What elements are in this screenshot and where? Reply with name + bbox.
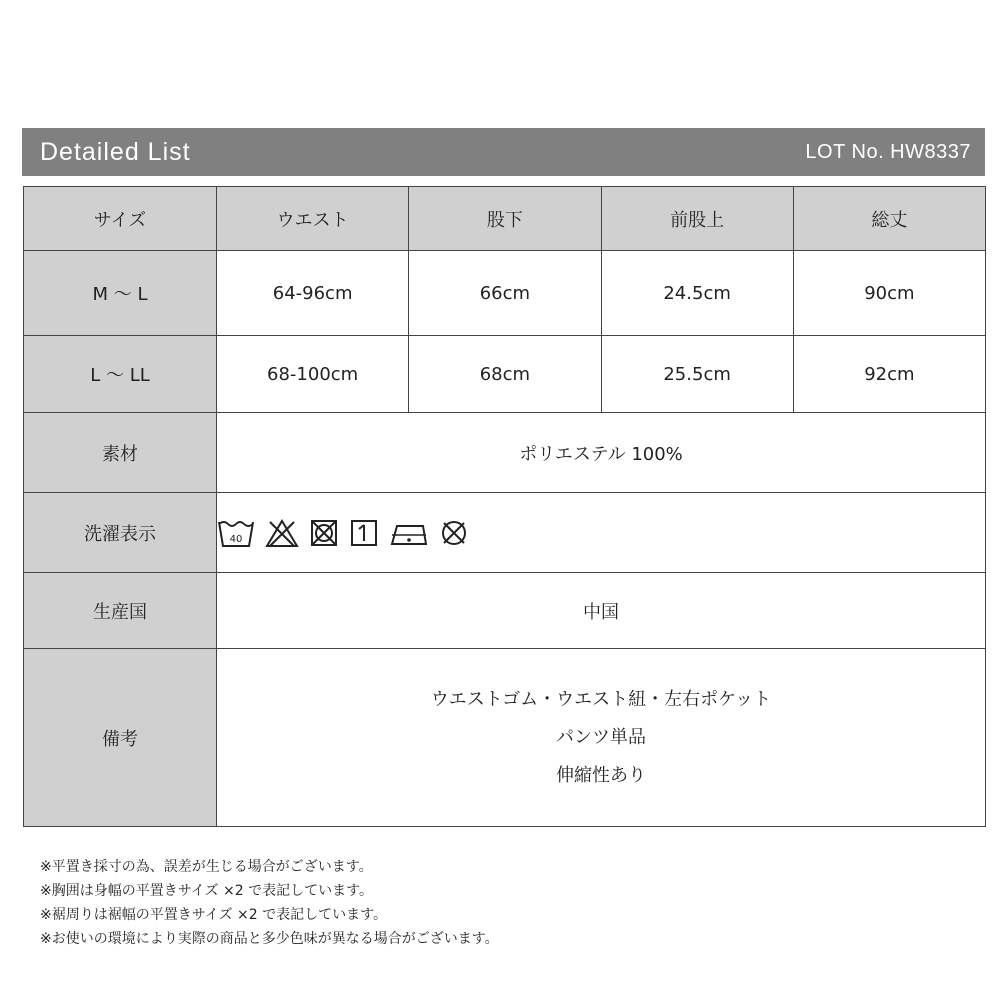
origin-label: 生産国 xyxy=(24,573,217,649)
footnotes xyxy=(40,855,499,951)
footnote: ※胸囲は身幅の平置きサイズ ×2 で表記しています。 xyxy=(40,883,374,899)
origin-value: 中国 xyxy=(217,573,986,649)
origin-row xyxy=(24,573,986,649)
care-icons xyxy=(217,493,986,573)
footnote: ※お使いの環境により実際の商品と多少色味が異なる場合がございます。 xyxy=(40,931,499,947)
wash-40-icon xyxy=(217,518,255,548)
no-tumble-dry-icon xyxy=(309,518,339,548)
footnote: ※平置き採寸の為、誤差が生じる場合がございます。 xyxy=(40,859,373,875)
lot-number: LOT No. HW8337 xyxy=(805,141,971,163)
no-dry-clean-icon xyxy=(439,518,469,548)
remarks-line: パンツ単品 xyxy=(556,726,646,748)
footnote: ※裾周りは裾幅の平置きサイズ ×2 で表記しています。 xyxy=(40,907,388,923)
remarks-line: ウエストゴム・ウエスト紐・左右ポケット xyxy=(430,688,772,710)
length-value: 90cm xyxy=(793,251,985,336)
material-row xyxy=(24,413,986,493)
front-rise-value: 24.5cm xyxy=(601,251,793,336)
table-row xyxy=(24,251,986,336)
line-dry-icon xyxy=(349,518,379,548)
inseam-value: 68cm xyxy=(409,336,601,413)
remarks-row xyxy=(24,649,986,827)
waist-value: 68-100cm xyxy=(217,336,409,413)
material-value: ポリエステル 100% xyxy=(217,413,986,493)
wash-temp-text: 40 xyxy=(229,533,243,545)
no-bleach-icon xyxy=(265,518,299,548)
col-header-inseam: 股下 xyxy=(409,187,601,251)
remarks-value xyxy=(217,649,986,827)
table-row xyxy=(24,336,986,413)
col-header-size: サイズ xyxy=(24,187,217,251)
front-rise-value: 25.5cm xyxy=(601,336,793,413)
header-title: Detailed List xyxy=(40,138,191,166)
col-header-front-rise: 前股上 xyxy=(601,187,793,251)
remarks-label: 備考 xyxy=(24,649,217,827)
table-header-row xyxy=(24,187,986,251)
care-label: 洗濯表示 xyxy=(24,493,217,573)
care-row xyxy=(24,493,986,573)
remarks-line: 伸縮性あり xyxy=(556,764,646,786)
detail-header xyxy=(22,128,985,176)
length-value: 92cm xyxy=(793,336,985,413)
iron-low-icon xyxy=(389,518,429,548)
waist-value: 64-96cm xyxy=(217,251,409,336)
size-label: M ～ L xyxy=(24,251,217,336)
material-label: 素材 xyxy=(24,413,217,493)
size-label: L ～ LL xyxy=(24,336,217,413)
inseam-value: 66cm xyxy=(409,251,601,336)
col-header-waist: ウエスト xyxy=(217,187,409,251)
size-spec-table xyxy=(23,186,986,827)
col-header-length: 総丈 xyxy=(793,187,985,251)
